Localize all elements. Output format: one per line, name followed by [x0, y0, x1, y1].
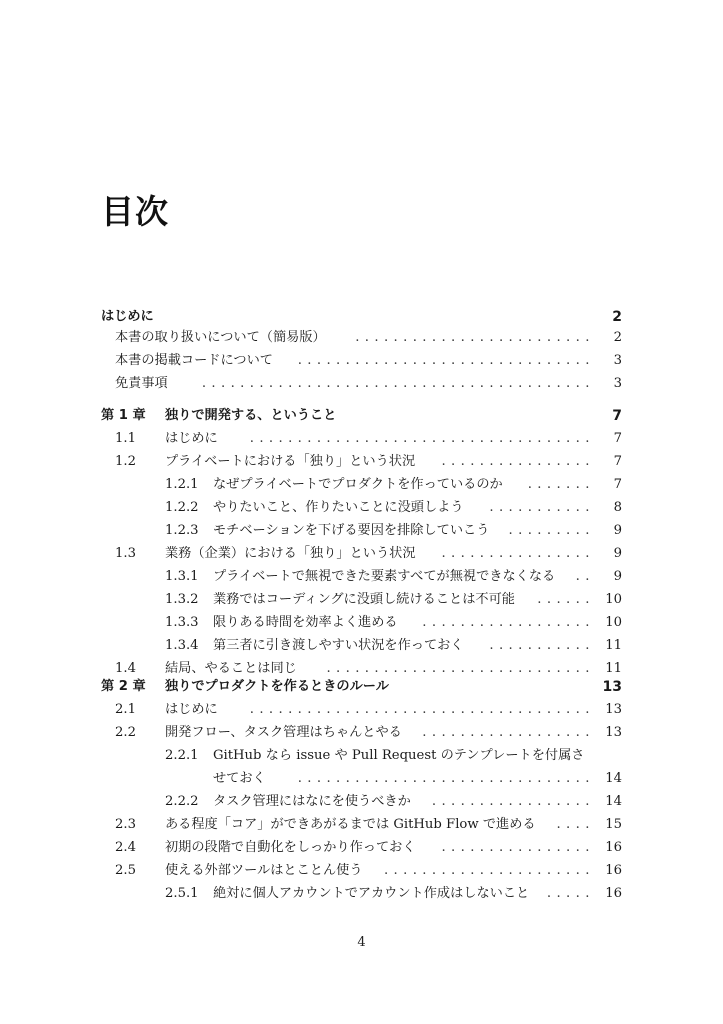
toc-entry-number: 2.5.1 [165, 886, 199, 901]
toc-entry[interactable] [101, 428, 622, 450]
toc-entry-page: 8 [613, 500, 622, 515]
toc-entry-page: 16 [605, 840, 622, 855]
toc-chapter-entry[interactable] [101, 405, 622, 427]
toc-entry-number: 1.2.1 [165, 477, 199, 492]
toc-entry-page: 16 [605, 886, 622, 901]
toc-entry[interactable] [101, 860, 622, 882]
toc-entry-title: 第三者に引き渡しやすい状況を作っておく [213, 638, 464, 653]
toc-entry-number: 2.3 [115, 817, 136, 832]
toc-entry-title: 使える外部ツールはとことん使う [165, 863, 363, 878]
toc-entry-title: モチベーションを下げる要因を排除していこう [213, 523, 490, 538]
toc-entry-title: せておく [213, 771, 266, 786]
toc-entry-number: 1.3.1 [165, 569, 199, 584]
toc-dot-leader: . . . . . . . . . . . . . . . . . [431, 794, 590, 809]
toc-entry-page: 9 [613, 546, 622, 561]
toc-chapter-entry[interactable] [101, 676, 622, 698]
toc-dot-leader: . . . . . . . . . . . . . . . . . . . . . . . . . . . . . . . . . . . . [249, 431, 590, 446]
toc-entry-number: 1.2 [115, 454, 136, 469]
toc-dot-leader: . . . . . . . . . . . . . . . . [441, 454, 590, 469]
toc-entry-number: 1.1 [115, 431, 136, 446]
toc-entry-number: 1.2.3 [165, 523, 199, 538]
toc-entry-title: 開発フロー、タスク管理はちゃんとやる [165, 725, 402, 740]
toc-entry[interactable] [101, 327, 622, 349]
toc-entry-title: 業務ではコーディングに没頭し続けることは不可能 [213, 592, 515, 607]
toc-entry[interactable] [101, 883, 622, 905]
toc-dot-leader: . . . . . . . . . . . . . . . . . . [422, 615, 590, 630]
toc-entry[interactable] [101, 699, 622, 721]
toc-entry-title: プライベートにおける「独り」という状況 [165, 454, 416, 469]
toc-entry-number: 1.3.4 [165, 638, 199, 653]
toc-entry-page: 11 [605, 638, 622, 653]
toc-dot-leader: . . . . [556, 817, 590, 832]
toc-entry-page: 2 [612, 309, 622, 325]
toc-entry-page: 3 [613, 353, 622, 368]
page-number: 4 [357, 935, 366, 950]
toc-dot-leader: . . . . . . . . . . . . . . . . . . . . . . . . . . . . . . . [297, 771, 590, 786]
toc-entry[interactable] [101, 350, 622, 372]
toc-entry-page: 16 [605, 863, 622, 878]
toc-entry[interactable] [101, 612, 622, 634]
toc-entry[interactable] [101, 722, 622, 744]
toc-entry-number: 2.4 [115, 840, 136, 855]
toc-entry-page: 13 [605, 702, 622, 717]
toc-dot-leader: . . . . . . . . . . . . . . . . . . . . . . . . . . . . . . . . . . . . . . . . . [201, 376, 590, 391]
toc-dot-leader: . . . . . . . . . . . [489, 638, 590, 653]
toc-entry-page: 10 [605, 615, 622, 630]
toc-entry-page: 3 [613, 376, 622, 391]
toc-entry[interactable] [101, 635, 622, 657]
toc-entry-title: 免責事項 [115, 376, 168, 391]
toc-dot-leader: . . . . . . . . . . . . . . . . . . . . . . . . . [355, 330, 590, 345]
toc-entry-number: 2.2.2 [165, 794, 199, 809]
toc-entry-title: 独りで開発する、ということ [165, 408, 337, 423]
toc-entry-title: GitHub なら issue や Pull Request のテンプレートを付属さ [213, 748, 585, 763]
toc-entry[interactable] [101, 814, 622, 836]
toc-entry-title: なぜプライベートでプロダクトを作っているのか [213, 477, 503, 492]
toc-entry-page: 9 [613, 569, 622, 584]
toc-entry-title: 絶対に個人アカウントでアカウント作成はしないこと [213, 886, 530, 901]
toc-entry[interactable] [101, 451, 622, 473]
toc-dot-leader: . . . . . . . . . . . . . . . . [441, 546, 590, 561]
toc-entry[interactable] [101, 520, 622, 542]
toc-entry-page: 7 [613, 431, 622, 446]
toc-dot-leader: . . . . . . . . . . . . . . . . . . . . . . . . . . . . . . . . . . . . [249, 702, 590, 717]
toc-entry-page: 7 [613, 477, 622, 492]
toc-entry-title: 独りでプロダクトを作るときのルール [165, 679, 389, 694]
page-title: 目次 [101, 192, 169, 231]
toc-entry-title: 結局、やることは同じ [165, 661, 297, 676]
toc-dot-leader: . . . . . . . . . [508, 523, 590, 538]
toc-entry[interactable] [101, 745, 622, 767]
toc-entry-number: 2.2.1 [165, 748, 199, 763]
toc-entry-title: 業務（企業）における「独り」という状況 [165, 546, 416, 561]
toc-entry-number: 2.1 [115, 702, 136, 717]
toc-entry-number: 1.4 [115, 661, 136, 676]
toc-dot-leader: . . . . . . . [527, 477, 590, 492]
toc-dot-leader: . . . . . . . . . . . . . . . . . . . . . . . . . . . . . . . [297, 353, 590, 368]
toc-entry-title: 本書の掲載コードについて [115, 353, 273, 368]
toc-entry-title: はじめに [165, 702, 218, 717]
toc-entry-number: 2.5 [115, 863, 136, 878]
toc-dot-leader: . . . . . . [537, 592, 590, 607]
toc-entry-page: 9 [613, 523, 622, 538]
toc-entry-number: 第 1 章 [101, 408, 146, 423]
toc-entry-number: 1.3.3 [165, 615, 199, 630]
toc-entry[interactable] [101, 497, 622, 519]
toc-entry-page: 11 [605, 661, 622, 676]
toc-chapter-entry[interactable] [101, 306, 622, 328]
toc-entry[interactable] [101, 589, 622, 611]
toc-entry-title: ある程度「コア」ができあがるまでは GitHub Flow で進める [165, 817, 536, 832]
toc-entry[interactable] [101, 837, 622, 859]
toc-entry-title: はじめに [101, 309, 154, 324]
toc-entry[interactable] [101, 543, 622, 565]
toc-entry-page: 13 [605, 725, 622, 740]
toc-entry-title: 限りある時間を効率よく進める [213, 615, 398, 630]
toc-entry-page: 14 [605, 771, 622, 786]
toc-entry-page: 13 [602, 679, 622, 695]
toc-dot-leader: . . . . . . . . . . . . . . . . [441, 840, 590, 855]
toc-dot-leader: . . . . . . . . . . . . . . . . . . [422, 725, 590, 740]
toc-dot-leader: . . [575, 569, 590, 584]
toc-entry-title: タスク管理にはなにを使うべきか [213, 794, 411, 809]
toc-entry[interactable] [101, 566, 622, 588]
toc-entry[interactable] [101, 768, 622, 790]
toc-entry-page: 10 [605, 592, 622, 607]
toc-entry[interactable] [101, 791, 622, 813]
toc-entry-page: 15 [605, 817, 622, 832]
toc-dot-leader: . . . . . . . . . . . [489, 500, 590, 515]
toc-entry-number: 1.3 [115, 546, 136, 561]
toc-entry-number: 1.2.2 [165, 500, 199, 515]
toc-dot-leader: . . . . . . . . . . . . . . . . . . . . . . [383, 863, 590, 878]
toc-entry-title: プライベートで無視できた要素すべてが無視できなくなる [213, 569, 556, 584]
toc-entry[interactable] [101, 373, 622, 395]
toc-entry-page: 14 [605, 794, 622, 809]
toc-entry-page: 2 [613, 330, 622, 345]
toc-entry-title: やりたいこと、作りたいことに没頭しよう [213, 500, 464, 515]
toc-entry-number: 2.2 [115, 725, 136, 740]
toc-entry-page: 7 [612, 408, 622, 424]
toc-entry-number: 第 2 章 [101, 679, 146, 694]
toc-dot-leader: . . . . . . . . . . . . . . . . . . . . . . . . . . . . [326, 661, 590, 676]
toc-entry-title: はじめに [165, 431, 218, 446]
toc-dot-leader: . . . . . [546, 886, 590, 901]
toc-entry[interactable] [101, 474, 622, 496]
toc-entry-title: 本書の取り扱いについて（簡易版） [115, 330, 326, 345]
toc-entry-page: 7 [613, 454, 622, 469]
toc-entry-title: 初期の段階で自動化をしっかり作っておく [165, 840, 416, 855]
toc-entry-number: 1.3.2 [165, 592, 199, 607]
